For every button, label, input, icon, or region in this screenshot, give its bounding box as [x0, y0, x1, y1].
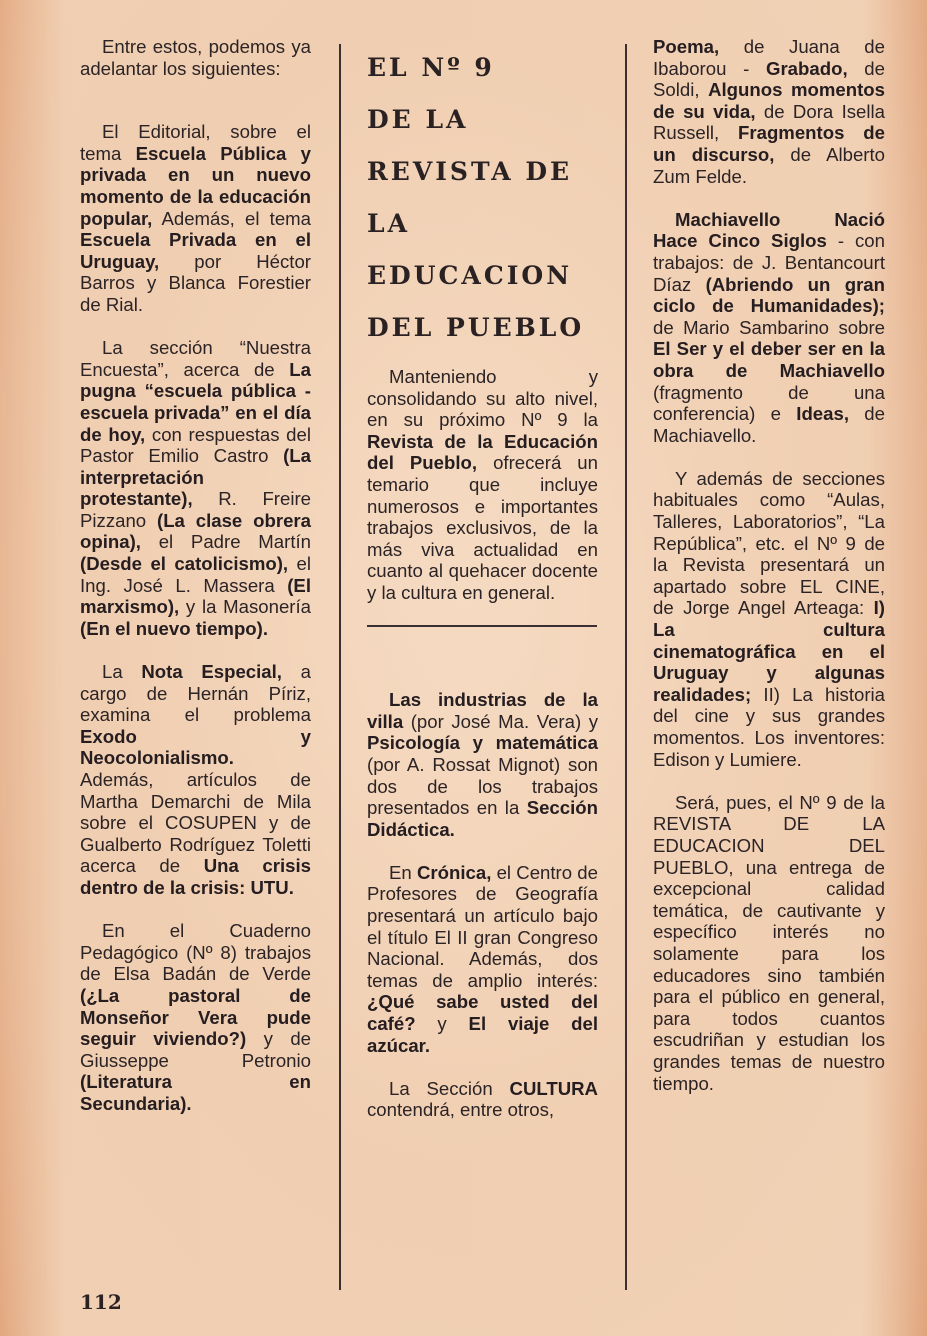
paragraph-encuesta: La sección “Nuestra Encuesta”, acerca de La pugna “escuela pública - escuela privada” en el día de hoy, con respuestas del Pastor Emilio Castro (La interpretación protestante), R. Freire Pizzano (La clase obrera opina), el Padre Martín (Desde el catolicismo), el Ing. José L. Massera (El marxismo), y la Masonería (En el nuevo tiempo). [80, 337, 312, 639]
paragraph-didactica: Las industrias de la villa (por José Ma. Vera) y Psicología y matemática (por A. Rossat Mignot) son dos de los trabajos presentados en la Sección Didáctica. [367, 689, 598, 840]
paragraph-manteniendo: Manteniendo y consolidando su alto nivel, en su próximo Nº 9 la Revista de la Educación del Pueblo, ofrecerá un temario que incluye numerosos e importantes trabajos exclusivos, de la más viva actualidad en cuanto al quehacer docente y la cultura en general. [367, 366, 598, 603]
column-divider-2 [625, 44, 627, 1290]
paragraph-editorial: El Editorial, sobre el tema Escuela Pública y privada en un nuevo momento de la educación popular, Además, el tema Escuela Privada en el Uruguay, por Héctor Barros y Blanca Forestier de Rial. [80, 121, 311, 315]
paragraph-machiavello: Machiavello Nació Hace Cinco Siglos - con trabajos: de J. Bentancourt Díaz (Abriendo un gran ciclo de Humanidades); de Mario Sambarino sobre El Ser y el deber ser en la obra de Machiavello (fragmento de una conferencia) e Ideas, de Machiavello. [653, 208, 885, 446]
paragraph-conclusion: Será, pues, el Nº 9 de la REVISTA DE LA EDUCACION DEL PUEBLO, una entrega de excepcional calidad temática, de cautivante y específico interés no solamente para los educadores sino también para el público en general, para todos cuantos escudriñan y estudian los grandes temas de nuestro tiempo. [653, 791, 885, 1094]
section-rule [367, 625, 597, 627]
paragraph-cine: Y además de secciones habituales como “Aulas, Talleres, Laboratorios”, “La República”, etc. el Nº 9 de la Revista presentará un apartado sobre EL CINE, de Jorge Angel Arteaga: I) La cultura cinematográfica en el Uruguay y algunas realidades; II) La historia del cine y sus grandes momentos. Los inventores: Edison y Lumiere. [653, 467, 885, 770]
column-center [367, 36, 598, 1143]
column-left [80, 36, 311, 1136]
column-divider-1 [339, 44, 341, 1290]
page-number: 112 [80, 1290, 122, 1314]
column-right [653, 36, 885, 1116]
paragraph-intro: Entre estos, podemos ya adelantar los siguientes: [80, 36, 311, 79]
paragraph-cuaderno: En el Cuaderno Pedagógico (Nº 8) trabajos de Elsa Badán de Verde (¿La pastoral de Monseñor Vera pude seguir viviendo?) y de Giusseppe Petronio (Literatura en Secundaria). [80, 920, 312, 1114]
paragraph-cultura: La Sección CULTURA contendrá, entre otros, [367, 1077, 598, 1121]
paragraph-nota-especial: La Nota Especial, a cargo de Hernán Píriz, examina el problema Exodo y Neocolonialismo. Además, artículos de Martha Demarchi de Mila sobre el COSUPEN y de Gualberto Rodríguez Toletti acerca de Una crisis dentro de la crisis: UTU. [80, 661, 311, 898]
paragraph-poema: Poema, de Juana de Ibaborou - Grabado, de Soldi, Algunos momentos de su vida, de Dora Isella Russell, Fragmentos de un discurso, de Alberto Zum Felde. [653, 36, 886, 187]
article-title: EL Nº 9 DE LA REVISTA DE LA EDUCACION DEL PUEBLO [367, 53, 585, 342]
paragraph-cronica: En Crónica, el Centro de Profesores de Geografía presentará un artículo bajo el título El II gran Congreso Nacional. Además, dos temas de amplio interés: ¿Qué sabe usted del café? y El viaje del azúcar. [367, 861, 598, 1056]
